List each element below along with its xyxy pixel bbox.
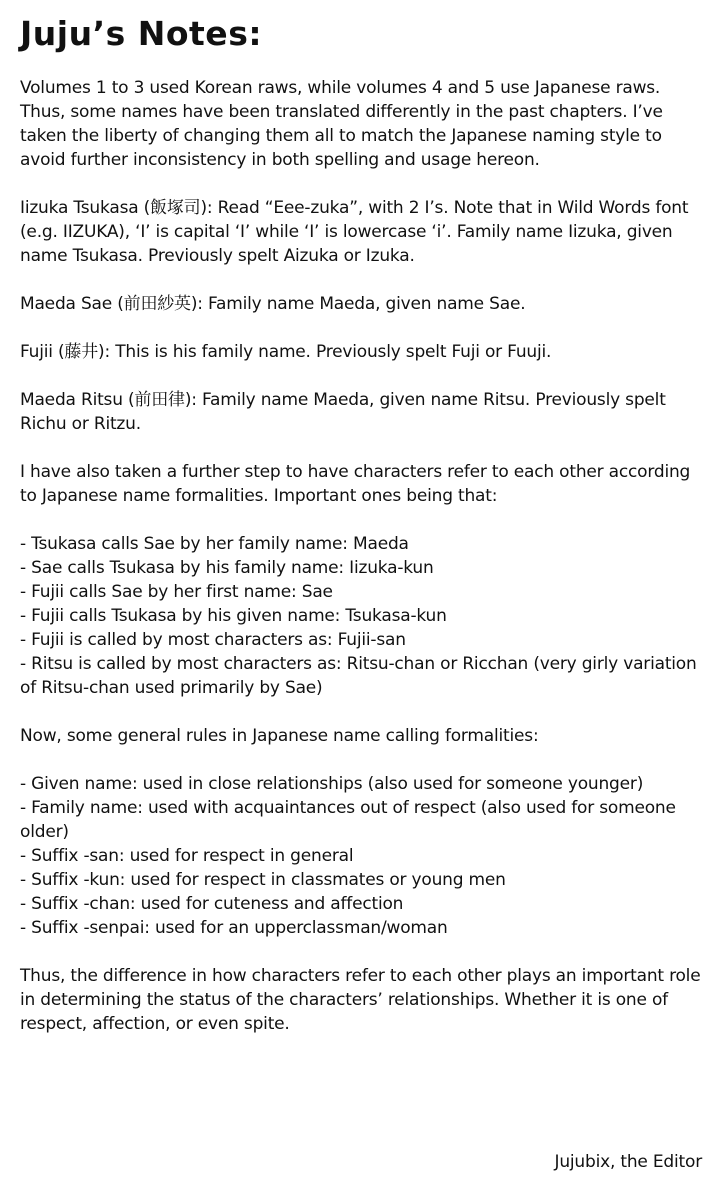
list-item: - Fujii is called by most characters as: Fujii-san [20,630,406,650]
spacer [20,700,704,724]
list-item: - Fujii calls Sae by her first name: Sae [20,582,333,602]
spacer [20,172,704,196]
spacer [20,748,704,772]
list-item: - Family name: used with acquaintances out of respect (also used for someone older) [20,798,676,842]
editor-signature: Jujubix, the Editor [554,1152,702,1172]
list-item: - Suffix -san: used for respect in general [20,846,354,866]
list-item: - Tsukasa calls Sae by her family name: Maeda [20,534,409,554]
intro-paragraph: Volumes 1 to 3 used Korean raws, while volumes 4 and 5 use Japanese raws. Thus, some names have been translated differently in the past chapters. I’ve taken the liberty of changing them all to match the Japanese naming style to avoid further inconsistency in both spelling and usage hereon. [20,78,663,170]
name-note-iizuka: Iizuka Tsukasa (飯塚司): Read “Eee-zuka”, with 2 I’s. Note that in Wild Words font (e.g. IIZUKA), ‘I’ is capital ‘I’ while ‘I’ is lowercase ‘i’. Family name Iizuka, given name Tsukasa. Previously spelt Aizuka or Izuka. [20,198,689,266]
notes-page [20,12,704,1036]
list-item: - Sae calls Tsukasa by his family name: Iizuka-kun [20,558,434,578]
name-note-sae: Maeda Sae (前田紗英): Family name Maeda, given name Sae. [20,294,526,314]
rules-intro: Now, some general rules in Japanese name calling formalities: [20,726,539,746]
rules-list [20,772,704,940]
name-note-ritsu: Maeda Ritsu (前田律): Family name Maeda, given name Ritsu. Previously spelt Richu or Ritzu. [20,390,666,434]
formalities-intro: I have also taken a further step to have characters refer to each other according to Japanese name formalities. Important ones being that: [20,462,691,506]
list-item: - Fujii calls Tsukasa by his given name: Tsukasa-kun [20,606,447,626]
conclusion-paragraph: Thus, the difference in how characters refer to each other plays an important role in determining the status of the characters’ relationships. Whether it is one of respect, affection, or even spite. [20,966,701,1034]
spacer [20,436,704,460]
spacer [20,268,704,292]
list-item: - Given name: used in close relationships (also used for someone younger) [20,774,644,794]
list-item: - Ritsu is called by most characters as: Ritsu-chan or Ricchan (very girly variation of Ritsu-chan used primarily by Sae) [20,654,697,698]
page-title: Juju’s Notes: [20,14,263,53]
formalities-list [20,532,704,700]
list-item: - Suffix -kun: used for respect in classmates or young men [20,870,506,890]
spacer [20,508,704,532]
spacer [20,316,704,340]
list-item: - Suffix -senpai: used for an upperclassman/woman [20,918,448,938]
name-note-fujii: Fujii (藤井): This is his family name. Previously spelt Fuji or Fuuji. [20,342,552,362]
spacer [20,364,704,388]
spacer [20,940,704,964]
list-item: - Suffix -chan: used for cuteness and affection [20,894,404,914]
